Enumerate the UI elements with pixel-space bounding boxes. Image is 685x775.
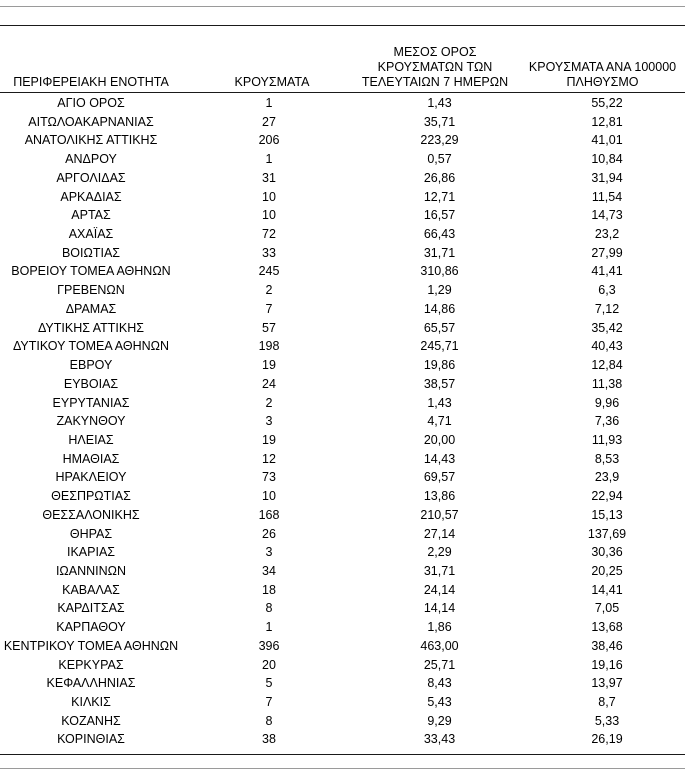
table-row (0, 450, 685, 469)
cases-cell: 1 (265, 96, 273, 110)
avg-7day-cell: 2,29 (427, 545, 452, 560)
per-100000-cell: 12,84 (591, 358, 623, 373)
region-cell: ΙΚΑΡΙΑΣ (66, 545, 116, 560)
cases-cell: 34 (262, 563, 276, 578)
per-100000-cell: 11,54 (591, 189, 623, 204)
cases-cell: 26 (262, 526, 276, 541)
table-row (0, 169, 685, 188)
per-100000-cell: 7,12 (594, 301, 620, 316)
region-cell: ΖΑΚΥΝΘΟΥ (56, 414, 126, 429)
per-100000-cell: 22,94 (591, 489, 623, 504)
table-bottom-rule (0, 754, 685, 755)
region-cell: ΗΡΑΚΛΕΙΟΥ (55, 470, 127, 485)
region-cell: ΚΑΡΔΙΤΣΑΣ (57, 601, 125, 616)
cases-cell: 19 (262, 432, 276, 447)
avg-7day-cell: 65,57 (423, 320, 456, 335)
per-100000-cell: 23,2 (594, 227, 620, 242)
header-cases: ΚΡΟΥΣΜΑΤΑ (234, 75, 310, 89)
per-100000-cell: 6,3 (598, 283, 616, 298)
per-100000-cell: 14,73 (591, 208, 623, 223)
region-cell: ΚΕΡΚΥΡΑΣ (58, 657, 124, 672)
region-cell: ΑΝΔΡΟΥ (65, 152, 117, 167)
region-cell: ΚΙΛΚΙΣ (71, 695, 111, 709)
cases-cell: 198 (258, 339, 280, 354)
avg-7day-cell: 4,71 (427, 414, 452, 429)
per-100000-cell: 8,53 (594, 451, 620, 466)
table-row (0, 225, 685, 244)
region-cell: ΚΕΝΤΡΙΚΟΥ ΤΟΜΕΑ ΑΘΗΝΩΝ (3, 638, 179, 653)
per-100000-cell: 9,96 (594, 395, 620, 410)
per-100000-cell: 12,81 (591, 114, 623, 129)
per-100000-cell: 40,43 (591, 339, 623, 354)
per-100000-cell: 11,38 (591, 376, 623, 391)
cases-cell: 206 (258, 133, 280, 148)
bottom-page-band (0, 768, 685, 769)
avg-7day-cell: 33,43 (423, 732, 456, 747)
per-100000-cell: 19,16 (591, 657, 623, 672)
header-7day-average: ΜΕΣΟΣ ΟΡΟΣ ΚΡΟΥΣΜΑΤΩΝ ΤΩΝ ΤΕΛΕΥΤΑΙΩΝ 7 ΗΜΕΡΩΝ (361, 45, 509, 89)
table-row (0, 543, 685, 562)
avg-7day-cell: 26,86 (423, 170, 456, 185)
cases-cell: 396 (258, 638, 280, 653)
cases-cell: 31 (262, 170, 276, 185)
cases-cell: 8 (265, 601, 273, 616)
cases-cell: 10 (262, 189, 276, 204)
cases-cell: 38 (262, 732, 276, 747)
region-cell: ΑΝΑΤΟΛΙΚΗΣ ΑΤΤΙΚΗΣ (24, 133, 158, 148)
table-row (0, 375, 685, 394)
region-cell: ΚΟΖΑΝΗΣ (61, 713, 121, 728)
region-cell: ΚΟΡΙΝΘΙΑΣ (57, 732, 125, 747)
avg-7day-cell: 210,57 (420, 507, 459, 522)
region-cell: ΑΡΤΑΣ (71, 208, 111, 223)
cases-cell: 33 (262, 245, 276, 260)
table-row (0, 693, 685, 712)
avg-7day-cell: 9,29 (427, 713, 452, 728)
table-row (0, 730, 685, 749)
region-cell: ΓΡΕΒΕΝΩΝ (57, 283, 125, 298)
per-100000-cell: 137,69 (587, 526, 627, 541)
table-row (0, 94, 685, 113)
avg-7day-cell: 14,14 (423, 601, 456, 616)
per-100000-cell: 31,94 (591, 170, 623, 185)
table-row (0, 281, 685, 300)
cases-cell: 24 (262, 376, 276, 391)
table-row (0, 599, 685, 618)
cases-cell: 5 (265, 676, 273, 691)
avg-7day-cell: 31,71 (423, 563, 456, 578)
cases-cell: 27 (262, 114, 276, 129)
avg-7day-cell: 1,43 (427, 96, 452, 110)
per-100000-cell: 23,9 (594, 470, 620, 485)
header-divider (0, 92, 685, 93)
table-row (0, 506, 685, 525)
region-cell: ΙΩΑΝΝΙΝΩΝ (55, 563, 127, 578)
table-row (0, 712, 685, 731)
table-row (0, 618, 685, 637)
per-100000-cell: 7,36 (594, 414, 620, 429)
avg-7day-cell: 27,14 (423, 526, 456, 541)
table-row (0, 656, 685, 675)
per-100000-cell: 30,36 (591, 545, 623, 560)
avg-7day-cell: 31,71 (423, 245, 456, 260)
cases-cell: 10 (262, 489, 276, 504)
table-row (0, 394, 685, 413)
avg-7day-cell: 13,86 (423, 489, 456, 504)
region-cell: ΕΥΒΟΙΑΣ (63, 376, 119, 391)
table-row (0, 674, 685, 693)
avg-7day-cell: 16,57 (423, 208, 456, 223)
region-cell: ΚΑΡΠΑΘΟΥ (56, 620, 126, 635)
cases-cell: 245 (258, 264, 280, 279)
region-cell: ΘΗΡΑΣ (69, 526, 113, 541)
cases-cell: 168 (258, 507, 280, 522)
cases-cell: 57 (262, 320, 276, 335)
per-100000-cell: 35,42 (591, 320, 623, 335)
table-row (0, 300, 685, 319)
cases-cell: 73 (262, 470, 276, 485)
per-100000-cell: 14,41 (591, 582, 623, 597)
header-region: ΠΕΡΙΦΕΡΕΙΑΚΗ ΕΝΟΤΗΤΑ (13, 75, 169, 89)
per-100000-cell: 41,01 (591, 133, 623, 148)
per-100000-cell: 7,05 (594, 601, 620, 616)
region-cell: ΘΕΣΠΡΩΤΙΑΣ (51, 489, 131, 504)
avg-7day-cell: 19,86 (423, 358, 456, 373)
region-cell: ΚΑΒΑΛΑΣ (62, 582, 120, 597)
table-row (0, 356, 685, 375)
per-100000-cell: 10,84 (591, 152, 623, 167)
region-cell: ΗΜΑΘΙΑΣ (62, 451, 120, 466)
table-row (0, 637, 685, 656)
table-row (0, 412, 685, 431)
table-row (0, 581, 685, 600)
avg-7day-cell: 35,71 (423, 114, 456, 129)
table-row (0, 244, 685, 263)
avg-7day-cell: 20,00 (423, 432, 456, 447)
avg-7day-cell: 310,86 (420, 264, 459, 279)
per-100000-cell: 5,33 (594, 713, 620, 728)
cases-cell: 72 (262, 227, 276, 242)
region-cell: ΒΟΡΕΙΟΥ ΤΟΜΕΑ ΑΘΗΝΩΝ (11, 264, 171, 279)
table-row (0, 262, 685, 281)
region-cell: ΑΡΚΑΔΙΑΣ (60, 189, 122, 204)
per-100000-cell: 13,68 (591, 620, 623, 635)
cases-cell: 8 (265, 713, 273, 728)
region-cell: ΔΥΤΙΚΟΥ ΤΟΜΕΑ ΑΘΗΝΩΝ (12, 339, 170, 354)
avg-7day-cell: 66,43 (423, 227, 456, 242)
per-100000-cell: 15,13 (591, 507, 623, 522)
avg-7day-cell: 463,00 (420, 638, 459, 653)
region-cell: ΑΓΙΟ ΟΡΟΣ (57, 96, 125, 110)
avg-7day-cell: 14,43 (423, 451, 456, 466)
per-100000-cell: 27,99 (591, 245, 623, 260)
avg-7day-cell: 38,57 (423, 376, 456, 391)
cases-cell: 12 (262, 451, 276, 466)
cases-cell: 1 (265, 620, 273, 635)
per-100000-cell: 55,22 (591, 96, 623, 110)
cases-cell: 19 (262, 358, 276, 373)
table-row (0, 525, 685, 544)
table-row (0, 431, 685, 450)
per-100000-cell: 8,7 (598, 695, 616, 709)
region-cell: ΒΟΙΩΤΙΑΣ (61, 245, 121, 260)
per-100000-cell: 20,25 (591, 563, 623, 578)
region-cell: ΕΒΡΟΥ (69, 358, 113, 373)
top-page-band (0, 0, 685, 7)
table-header (0, 38, 685, 92)
cases-cell: 10 (262, 208, 276, 223)
region-cell: ΑΡΓΟΛΙΔΑΣ (56, 170, 126, 185)
avg-7day-cell: 69,57 (423, 470, 456, 485)
cases-cell: 2 (265, 395, 273, 410)
region-cell: ΚΕΦΑΛΛΗΝΙΑΣ (46, 676, 136, 691)
table-row (0, 468, 685, 487)
region-cell: ΘΕΣΣΑΛΟΝΙΚΗΣ (42, 507, 140, 522)
region-cell: ΔΥΤΙΚΗΣ ΑΤΤΙΚΗΣ (38, 320, 144, 335)
table-row (0, 150, 685, 169)
avg-7day-cell: 8,43 (427, 676, 452, 691)
region-cell: ΗΛΕΙΑΣ (68, 432, 114, 447)
avg-7day-cell: 25,71 (423, 657, 456, 672)
cases-cell: 7 (265, 695, 273, 709)
per-100000-cell: 26,19 (591, 732, 623, 747)
table-row (0, 337, 685, 356)
header-cases-per-100000: ΚΡΟΥΣΜΑΤΑ ΑΝΑ 100000 ΠΛΗΘΥΣΜΟ (528, 60, 677, 89)
avg-7day-cell: 0,57 (427, 152, 452, 167)
table-row (0, 206, 685, 225)
per-100000-cell: 38,46 (591, 638, 623, 653)
avg-7day-cell: 245,71 (420, 339, 459, 354)
table-row (0, 131, 685, 150)
region-cell: ΕΥΡΥΤΑΝΙΑΣ (52, 395, 130, 410)
cases-cell: 3 (265, 414, 273, 429)
per-100000-cell: 13,97 (591, 676, 623, 691)
table-top-rule (0, 25, 685, 26)
region-cell: ΑΙΤΩΛΟΑΚΑΡΝΑΝΙΑΣ (28, 114, 154, 129)
region-cell: ΔΡΑΜΑΣ (65, 301, 117, 316)
cases-cell: 3 (265, 545, 273, 560)
table-row (0, 113, 685, 132)
table-row (0, 319, 685, 338)
avg-7day-cell: 5,43 (427, 695, 452, 709)
cases-cell: 2 (265, 283, 273, 298)
avg-7day-cell: 223,29 (420, 133, 459, 148)
avg-7day-cell: 1,86 (427, 620, 452, 635)
region-cell: ΑΧΑΪΑΣ (68, 227, 114, 242)
table-body (0, 94, 685, 749)
per-100000-cell: 11,93 (591, 432, 623, 447)
cases-cell: 20 (262, 657, 276, 672)
avg-7day-cell: 12,71 (423, 189, 456, 204)
cases-cell: 1 (265, 152, 273, 167)
per-100000-cell: 41,41 (591, 264, 623, 279)
cases-cell: 18 (262, 582, 276, 597)
table-row (0, 487, 685, 506)
table-row (0, 188, 685, 207)
avg-7day-cell: 14,86 (423, 301, 456, 316)
table-row (0, 562, 685, 581)
cases-cell: 7 (265, 301, 273, 316)
avg-7day-cell: 24,14 (423, 582, 456, 597)
avg-7day-cell: 1,29 (427, 283, 452, 298)
avg-7day-cell: 1,43 (427, 395, 452, 410)
